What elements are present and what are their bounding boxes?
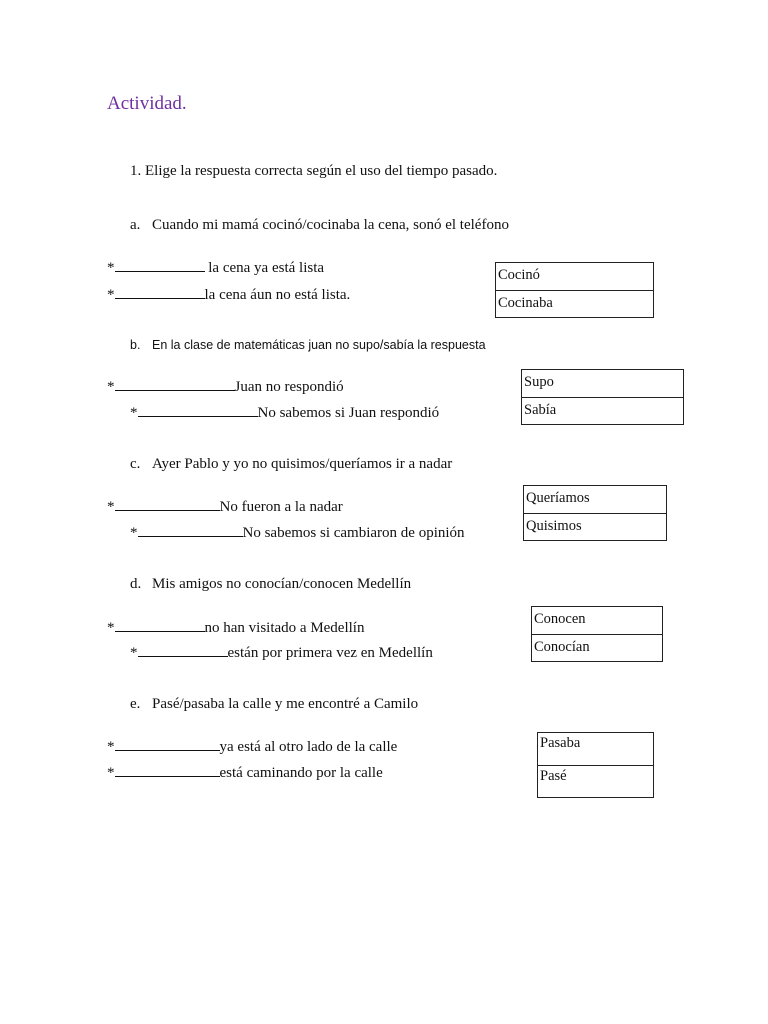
answer-blank[interactable]	[115, 617, 205, 632]
asterisk: *	[107, 499, 115, 515]
question-letter: a.	[130, 217, 141, 233]
answer-line	[130, 642, 433, 662]
option-cell: Sabía	[522, 397, 683, 424]
option-cell: Queríamos	[526, 490, 590, 506]
line-text: no han visitado a Medellín	[204, 620, 365, 636]
instruction-text: 1. Elige la respuesta correcta según el uso del tiempo pasado.	[130, 163, 498, 179]
asterisk: *	[130, 405, 138, 421]
asterisk: *	[130, 645, 138, 661]
asterisk: *	[107, 287, 115, 303]
answer-line	[107, 257, 324, 277]
answer-line	[107, 762, 383, 782]
answer-line	[107, 496, 343, 516]
options-box	[537, 732, 654, 798]
option-cell: Conocían	[532, 634, 662, 661]
option-cell: Pasaba	[540, 735, 581, 751]
question-text: Pasé/pasaba la calle y me encontré a Camilo	[152, 696, 419, 712]
asterisk: *	[130, 525, 138, 541]
question-text: Cuando mi mamá cocinó/cocinaba la cena, sonó el teléfono	[152, 217, 509, 233]
answer-blank[interactable]	[115, 736, 220, 751]
question-text: En la clase de matemáticas juan no supo/sabía la respuesta	[152, 338, 486, 352]
answer-blank[interactable]	[138, 402, 258, 417]
line-text: está caminando por la calle	[219, 765, 383, 781]
option-cell: Cocinó	[498, 267, 540, 283]
answer-line	[130, 402, 439, 422]
question-c	[130, 456, 452, 473]
option-cell: Supo	[524, 374, 554, 390]
options-box	[531, 606, 663, 662]
options-box	[495, 262, 654, 318]
answer-blank[interactable]	[115, 762, 220, 777]
line-text: están por primera vez en Medellín	[227, 645, 433, 661]
asterisk: *	[107, 620, 115, 636]
answer-blank[interactable]	[115, 496, 220, 511]
option-cell: Cocinaba	[496, 290, 653, 317]
question-letter: c.	[130, 456, 141, 472]
answer-blank[interactable]	[138, 522, 243, 537]
answer-line	[107, 736, 397, 756]
option-cell: Quisimos	[524, 513, 666, 540]
options-box	[523, 485, 667, 541]
line-text: la cena ya está lista	[204, 260, 325, 276]
answer-line	[107, 617, 364, 637]
options-box	[521, 369, 684, 425]
option-cell: Conocen	[534, 611, 586, 627]
question-letter: d.	[130, 576, 142, 592]
line-text: Juan no respondió	[234, 379, 344, 395]
asterisk: *	[107, 765, 115, 781]
line-text: ya está al otro lado de la calle	[219, 739, 398, 755]
line-text: No sabemos si Juan respondió	[257, 405, 440, 421]
answer-line	[107, 284, 350, 304]
asterisk: *	[107, 739, 115, 755]
question-text: Ayer Pablo y yo no quisimos/queríamos ir a nadar	[152, 456, 453, 472]
question-b	[130, 338, 486, 352]
answer-blank[interactable]	[138, 642, 228, 657]
question-letter: e.	[130, 696, 141, 712]
question-a	[130, 217, 509, 234]
question-letter: b.	[130, 338, 141, 352]
question-text: Mis amigos no conocían/conocen Medellín	[152, 576, 412, 592]
answer-blank[interactable]	[115, 257, 205, 272]
option-cell: Pasé	[538, 765, 653, 797]
line-text: la cena áun no está lista.	[204, 287, 351, 303]
asterisk: *	[107, 379, 115, 395]
asterisk: *	[107, 260, 115, 276]
question-d	[130, 576, 411, 593]
page-title: Actividad.	[107, 93, 187, 114]
line-text: No sabemos si cambiaron de opinión	[242, 525, 465, 541]
answer-blank[interactable]	[115, 284, 205, 299]
answer-blank[interactable]	[115, 376, 235, 391]
answer-line	[107, 376, 344, 396]
answer-line	[130, 522, 465, 542]
question-e	[130, 696, 418, 713]
line-text: No fueron a la nadar	[219, 499, 343, 515]
